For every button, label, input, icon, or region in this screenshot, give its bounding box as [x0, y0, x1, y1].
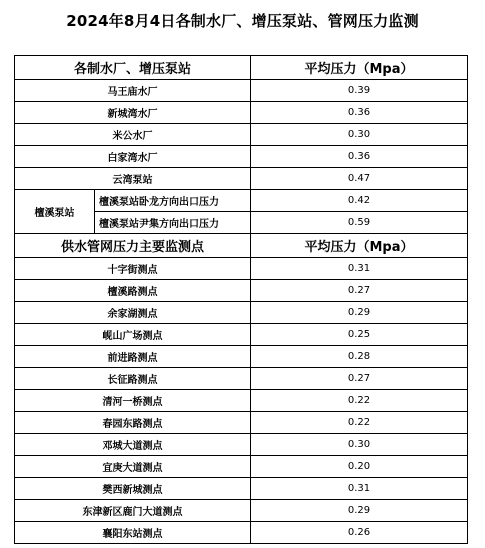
monitor-point-name: 宜庚大道测点: [15, 456, 251, 478]
monitor-point-name: 清河一桥测点: [15, 390, 251, 412]
pressure-value: 0.26: [251, 522, 468, 544]
section1-header-row: [15, 56, 468, 80]
pressure-value: 0.42: [251, 190, 468, 212]
table-row: [15, 390, 468, 412]
pressure-value: 0.20: [251, 456, 468, 478]
pressure-value: 0.28: [251, 346, 468, 368]
pressure-value: 0.31: [251, 478, 468, 500]
table-row: [15, 478, 468, 500]
monitor-point-name: 余家湖测点: [15, 302, 251, 324]
pressure-value: 0.25: [251, 324, 468, 346]
page-title: 2024年8月4日各制水厂、增压泵站、管网压力监测: [66, 12, 419, 30]
pressure-value: 0.30: [251, 124, 468, 146]
pressure-value: 0.22: [251, 412, 468, 434]
monitor-point-name: 长征路测点: [15, 368, 251, 390]
monitor-point-name: 樊西新城测点: [15, 478, 251, 500]
table-row: [15, 368, 468, 390]
station-name: 米公水厂: [15, 124, 251, 146]
pressure-value: 0.59: [251, 212, 468, 234]
station-name: 马王庙水厂: [15, 80, 251, 102]
table-row: [15, 102, 468, 124]
table-row: [15, 190, 468, 212]
section2-value-header: 平均压力（Mpa）: [251, 234, 468, 258]
station-name: 白家湾水厂: [15, 146, 251, 168]
section1-value-header: 平均压力（Mpa）: [251, 56, 468, 80]
table-row: [15, 324, 468, 346]
table-row: [15, 434, 468, 456]
sub-station-name: 檀溪泵站卧龙方向出口压力: [95, 190, 251, 212]
pressure-value: 0.47: [251, 168, 468, 190]
pressure-value: 0.30: [251, 434, 468, 456]
station-name: 云湾泵站: [15, 168, 251, 190]
pressure-value: 0.22: [251, 390, 468, 412]
table-row: [15, 124, 468, 146]
monitor-point-name: 前进路测点: [15, 346, 251, 368]
pressure-value: 0.36: [251, 146, 468, 168]
table-row: [15, 346, 468, 368]
monitor-point-name: 岘山广场测点: [15, 324, 251, 346]
section1-name-header: 各制水厂、增压泵站: [15, 56, 251, 80]
station-name: 新城湾水厂: [15, 102, 251, 124]
table-row: [15, 500, 468, 522]
sub-station-name: 檀溪泵站尹集方向出口压力: [95, 212, 251, 234]
monitor-point-name: 东津新区鹿门大道测点: [15, 500, 251, 522]
table-row: [15, 522, 468, 544]
group-station-name: 檀溪泵站: [15, 190, 95, 234]
section2-name-header: 供水管网压力主要监测点: [15, 234, 251, 258]
monitor-point-name: 春园东路测点: [15, 412, 251, 434]
table-row: [15, 280, 468, 302]
table-row: [15, 302, 468, 324]
pressure-value: 0.29: [251, 302, 468, 324]
pressure-value: 0.31: [251, 258, 468, 280]
table-row: [15, 456, 468, 478]
table-row: [15, 146, 468, 168]
section2-header-row: [15, 234, 468, 258]
pressure-table: [14, 55, 468, 544]
pressure-value: 0.29: [251, 500, 468, 522]
pressure-value: 0.27: [251, 368, 468, 390]
pressure-value: 0.36: [251, 102, 468, 124]
table-row: [15, 80, 468, 102]
monitor-point-name: 檀溪路测点: [15, 280, 251, 302]
monitor-point-name: 邓城大道测点: [15, 434, 251, 456]
monitor-point-name: 十字街测点: [15, 258, 251, 280]
pressure-value: 0.39: [251, 80, 468, 102]
monitor-point-name: 襄阳东站测点: [15, 522, 251, 544]
table-row: [15, 412, 468, 434]
table-row: [15, 258, 468, 280]
table-row: [15, 168, 468, 190]
pressure-value: 0.27: [251, 280, 468, 302]
